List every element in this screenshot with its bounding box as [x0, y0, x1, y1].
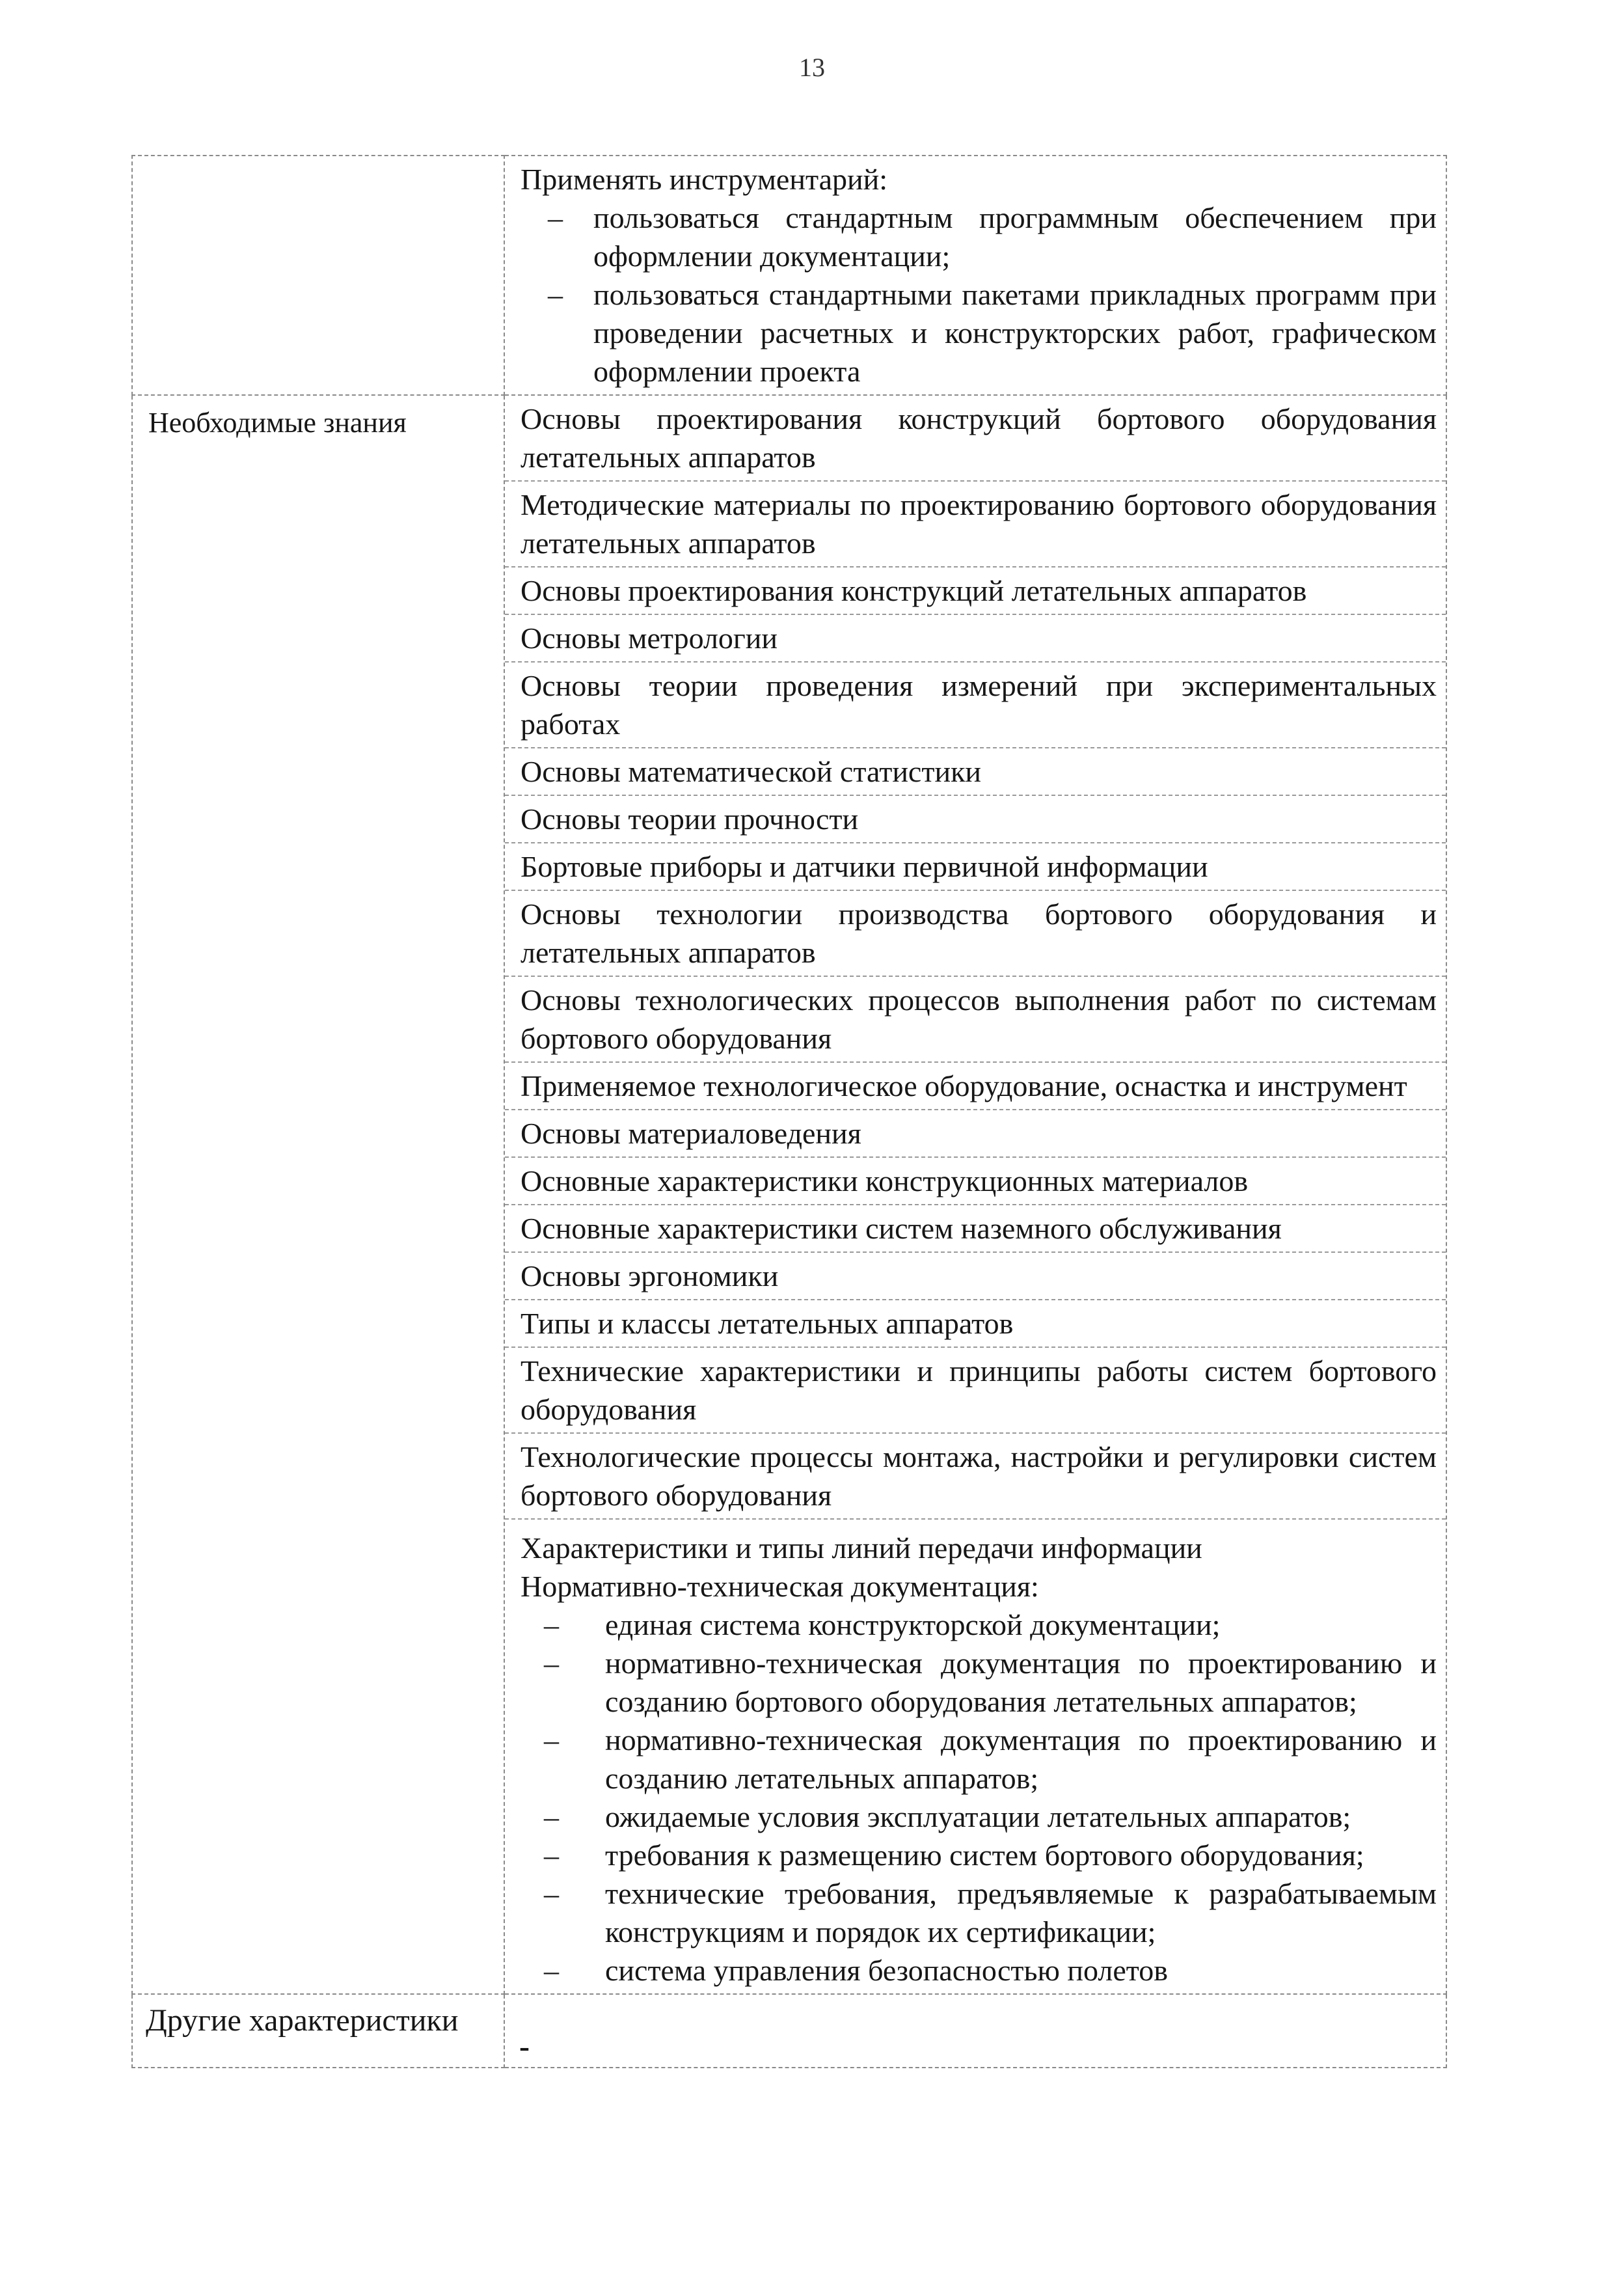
- knowledge-item: Основы проектирования конструкций бортового оборудования летательных аппаратов: [505, 396, 1446, 482]
- knowledge-item: Технические характеристики и принципы работы систем бортового оборудования: [505, 1348, 1446, 1434]
- knowledge-item: Основы математической статистики: [505, 748, 1446, 796]
- knowledge-item: Основы теории прочности: [505, 796, 1446, 843]
- list-item: – нормативно-техническая документация по проектированию и созданию бортового оборудования летательных аппаратов;: [521, 1644, 1437, 1721]
- other-value-cell: -: [504, 1994, 1446, 2068]
- list-item: – ожидаемые условия эксплуатации летательных аппаратов;: [521, 1798, 1437, 1836]
- knowledge-item: Основы метрологии: [505, 615, 1446, 663]
- list-item: – единая система конструкторской документации;: [521, 1606, 1437, 1644]
- documentation-intro: Нормативно-техническая документация:: [521, 1570, 1039, 1603]
- skills-block: [505, 156, 1446, 394]
- page-number: 13: [799, 53, 825, 82]
- list-item: – технические требования, предъявляемые к разрабатываемым конструкциям и порядок их сертификации;: [521, 1874, 1437, 1951]
- knowledge-item: Бортовые приборы и датчики первичной информации: [505, 843, 1446, 891]
- knowledge-item: Методические материалы по проектированию бортового оборудования летательных аппаратов: [505, 482, 1446, 567]
- knowledge-item: Основы технологии производства бортового оборудования и летательных аппаратов: [505, 891, 1446, 977]
- specification-table: [131, 155, 1447, 2068]
- knowledge-item: Технологические процессы монтажа, настройки и регулировки систем бортового оборудования: [505, 1434, 1446, 1520]
- knowledge-item: Основы теории проведения измерений при экспериментальных работах: [505, 663, 1446, 748]
- documentation-list: [521, 1606, 1437, 1989]
- knowledge-item: Основы технологических процессов выполнения работ по системам бортового оборудования: [505, 977, 1446, 1063]
- knowledge-item: Основы эргономики: [505, 1253, 1446, 1300]
- skills-label-cell: [132, 156, 504, 395]
- skills-intro: Применять инструментарий:: [521, 163, 888, 196]
- list-item: – требования к размещению систем бортового оборудования;: [521, 1836, 1437, 1874]
- knowledge-item: Основные характеристики систем наземного обслуживания: [505, 1205, 1446, 1253]
- knowledge-item: Основы проектирования конструкций летательных аппаратов: [505, 567, 1446, 615]
- documentation-block: [505, 1520, 1446, 1993]
- knowledge-item: Основы материаловедения: [505, 1110, 1446, 1158]
- list-item: – система управления безопасностью полетов: [521, 1951, 1437, 1989]
- table-row-skills: [132, 156, 1446, 395]
- table-row-other: [132, 1994, 1446, 2068]
- knowledge-label-cell: Необходимые знания: [132, 395, 504, 1994]
- knowledge-item: Характеристики и типы линий передачи информации: [521, 1531, 1202, 1565]
- skills-list: [521, 198, 1437, 390]
- list-item: – пользоваться стандартным программным обеспечением при оформлении документации;: [521, 198, 1437, 275]
- knowledge-content-cell: [504, 395, 1446, 1994]
- other-label-cell: Другие характеристики: [132, 1994, 504, 2068]
- list-item: – пользоваться стандартными пакетами прикладных программ при проведении расчетных и конструкторских работ, графическом оформлении проекта: [521, 275, 1437, 390]
- list-item: – нормативно-техническая документация по проектированию и созданию летательных аппаратов;: [521, 1721, 1437, 1798]
- knowledge-item: Основные характеристики конструкционных материалов: [505, 1158, 1446, 1205]
- skills-content-cell: [504, 156, 1446, 395]
- knowledge-item: Типы и классы летательных аппаратов: [505, 1300, 1446, 1348]
- knowledge-item: Применяемое технологическое оборудование, оснастка и инструмент: [505, 1063, 1446, 1110]
- table-row-knowledge: [132, 395, 1446, 1994]
